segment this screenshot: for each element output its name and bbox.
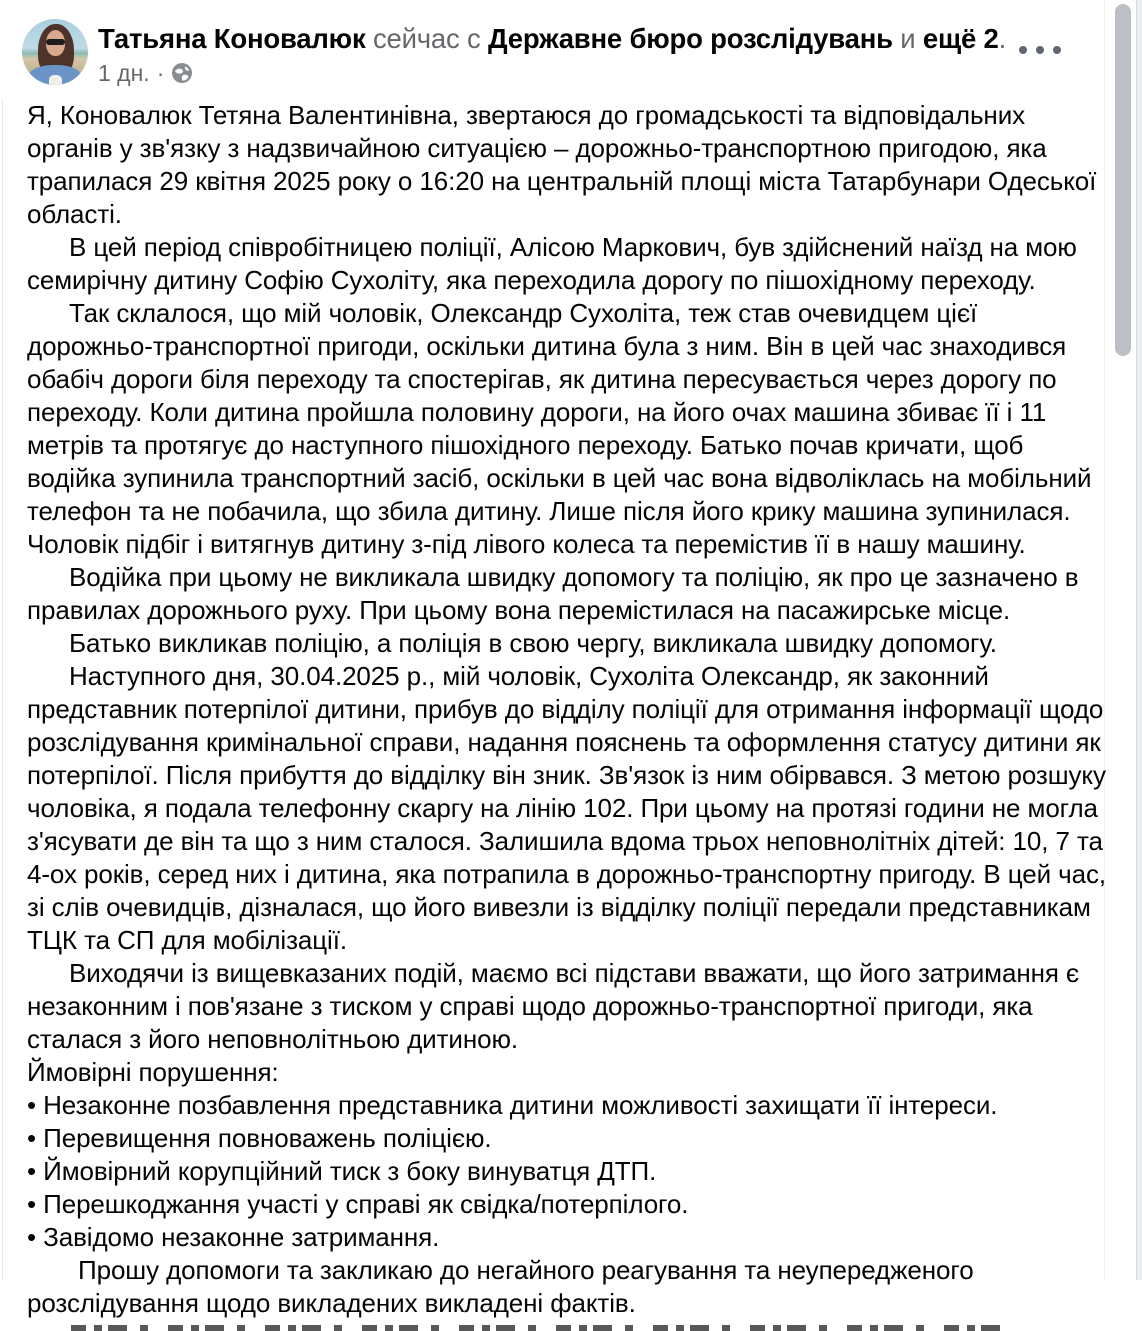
post-body-text [27,99,1107,1331]
avatar-sunglasses [46,39,65,45]
card-left-edge [2,0,3,1280]
post-header [0,0,1104,100]
post-meta-row [98,60,1028,86]
clipped-next-line [71,1325,1011,1331]
globe-icon [171,62,193,84]
byline-context-text: сейчас с [372,23,481,54]
more-tagged-link[interactable]: ещё 2 [922,23,999,54]
post-paragraph: Водійка при цьому не викликала швидку допомогу та поліцію, як про це зазначено в правилах дорожнього руху. При цьому вона перемістилася на пасажирське місце. [27,562,1079,625]
header-text [98,22,1028,86]
post-options-button[interactable] [1015,42,1065,58]
meta-dot-separator: · [156,60,165,86]
byline-and-word: и [900,23,916,54]
post-paragraph: Виходячи із вищевказаних подій, маємо всі підстави вважати, що його затримання є незаконним і пов'язане з тиском у справі щодо дорожньо-транспортної пригоди, яка сталася з його неповнолітньою дитиною. [27,958,1080,1054]
post-paragraph: Батько викликав поліцію, а поліція в свою чергу, викликала швидку допомогу. [69,628,997,658]
scrollbar-thumb[interactable] [1115,4,1131,356]
avatar[interactable] [22,19,88,85]
post-paragraph: • Ймовірний корупційний тиск з боку винуватця ДТП. [27,1156,657,1186]
avatar-shirt [49,75,62,85]
timestamp-link[interactable]: 1 дн. [98,60,150,86]
window-right-edge [1136,0,1142,1280]
ellipsis-dot [1019,46,1027,54]
post-paragraph: Так склалося, що мій чоловік, Олександр Сухоліта, теж став очевидцем цієї дорожньо-транспортної пригоди, оскільки дитина була з ним. Він в цей час знаходився обабіч дороги біля переходу та спостерігав, як дитина пересувається через дорогу по переходу. Коли дитина пройшла половину дороги, на його очах машина збиває її і 11 метрів та протягує до наступного пішохідного переходу. Батько почав кричати, щоб водійка зупинила транспортний засіб, оскільки в цей час вона відволіклась на мобільний телефон та не побачила, що збила дитину. Лише після його крику машина зупинилася. Чоловік підбіг і витягнув дитину з-під лівого колеса та перемістив її в нашу машину. [27,298,1092,559]
post-paragraph: Ймовірні порушення: [27,1057,279,1087]
post-paragraph: В цей період співробітницею поліції, Алісою Маркович, був здійснений наїзд на мою семирічну дитину Софію Сухоліту, яка переходила дорогу по пішохідному переходу. [27,232,1077,295]
byline-period: . [998,23,1007,54]
author-name-link[interactable]: Татьяна Коновалюк [98,23,366,54]
post-paragraph: Наступного дня, 30.04.2025 р., мій чоловік, Сухоліта Олександр, як законний представник потерпілої дитини, прибув до відділу поліції для отримання інформації щодо розслідування кримінальної справи, надання пояснень та оформлення статусу дитини як потерпілої. Після прибуття до відділку він зник. Зв'язок із ним обірвався. З метою розшуку чоловіка, я подала телефонну скаргу на лінію 102. При цьому на протязі години не могла з'ясувати де він та що з ним сталося. Залишила вдома трьох неповнолітніх дітей: 10, 7 та 4-ох років, серед них і дитина, яка потрапила в дорожньо-транспортну пригоду. В цей час, зі слів очевидців, дізналася, що його вивезли із відділку поліції передали представникам ТЦК та СП для мобілізації. [27,661,1106,955]
ellipsis-dot [1053,46,1061,54]
ellipsis-dot [1036,46,1044,54]
scrollbar-track[interactable] [1112,0,1136,1280]
tagged-page-link[interactable]: Державне бюро розслідувань [488,23,893,54]
post-paragraph: Я, Коновалюк Тетяна Валентинівна, звертаюся до громадськості та відповідальних органів у зв'язку з надзвичайною ситуацією – дорожньо-транспортною пригодою, яка трапилася 29 квітня 2025 року о 16:20 на центральній площі міста Татарбунари Одеської області. [27,100,1097,229]
post-paragraph: • Перевищення повноважень поліцією. [27,1123,492,1153]
post-paragraph: Прошу допомоги та закликаю до негайного реагування та неупередженого розслідування щодо викладених викладені фактів. [27,1255,974,1318]
post-paragraph: • Незаконне позбавлення представника дитини можливості захищати її інтереси. [27,1090,998,1120]
post-paragraph: • Завідомо незаконне затримання. [27,1222,440,1252]
post-byline [98,22,1028,55]
post-paragraph: • Перешкоджання участі у справі як свідка/потерпілого. [27,1189,689,1219]
